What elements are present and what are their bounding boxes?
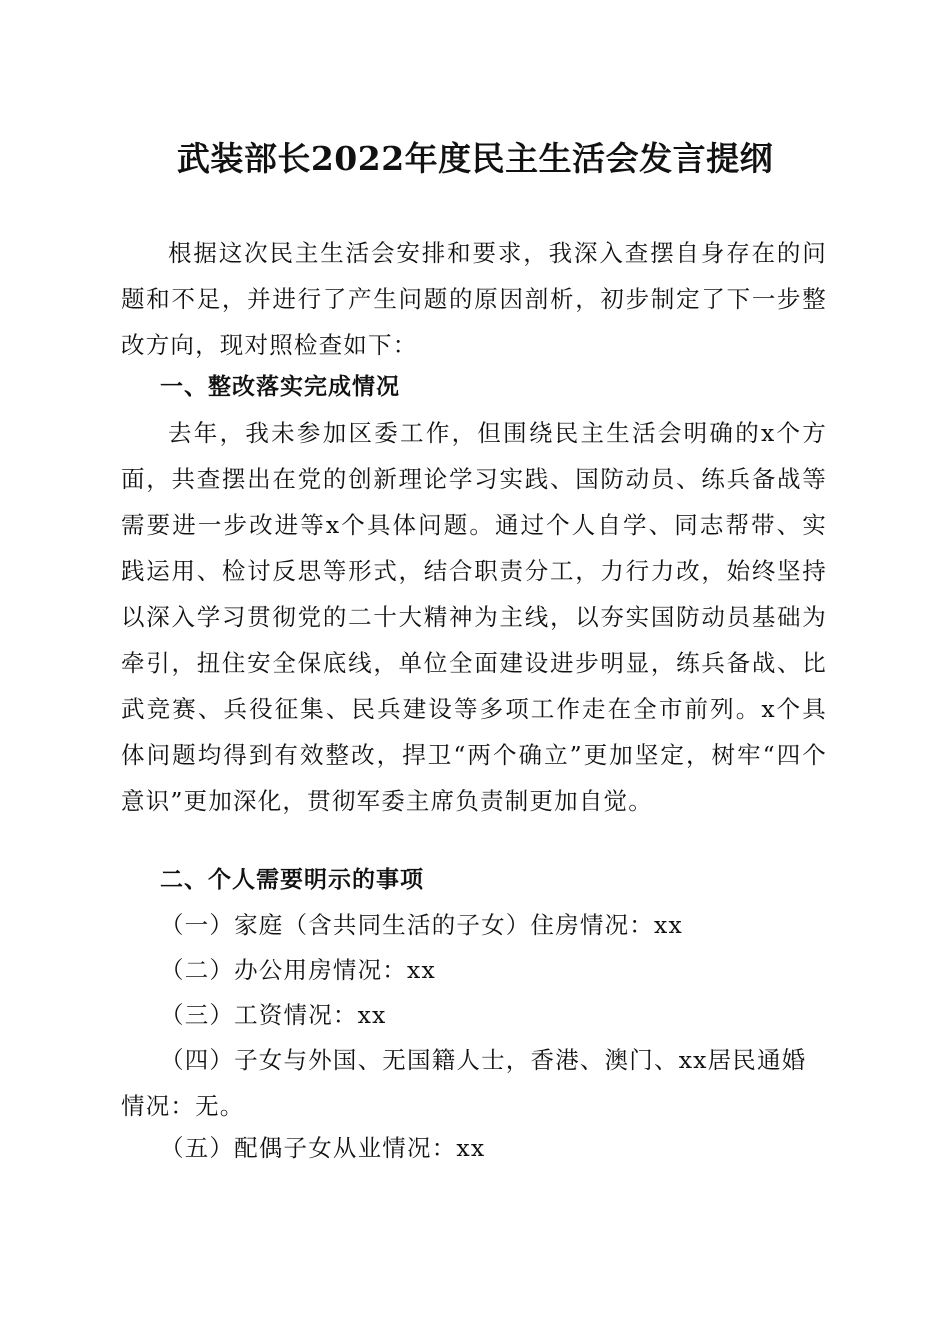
disclosure-item-salary: （三）工资情况：xx xyxy=(160,1001,387,1029)
section-1-paragraph: 去年，我未参加区委工作，但围绕民主生活会明确的x个方面，共查摆出在党的创新理论学习实践、国防动员、练兵备战等需要进一步改进等x个具体问题。通过个人自学、同志帮带、实践运用、检讨反思等形式，结合职责分工，力行力改，始终坚持以深入学习贯彻党的二十大精神为主线，以夯实国防动员基础为牵引，扭住安全保底线，单位全面建设进步明显，练兵备战、比武竞赛、兵役征集、民兵建设等多项工作走在全市前列。x个具体问题均得到有效整改，捍卫“两个确立”更加坚定，树牢“四个意识”更加深化，贯彻军委主席负责制更加自觉。 xyxy=(121,419,827,815)
disclosure-item-marriage: （四）子女与外国、无国籍人士，香港、澳门、xx居民通婚情况：无。 xyxy=(121,1046,807,1120)
disclosure-item-employment: （五）配偶子女从业情况：xx xyxy=(160,1134,486,1162)
section-1-heading: 一、整改落实完成情况 xyxy=(160,374,400,400)
disclosure-item-housing: （一）家庭（含共同生活的子女）住房情况：xx xyxy=(160,911,683,939)
section-2-heading: 二、个人需要明示的事项 xyxy=(160,867,424,893)
document-title: 武装部长2022年度民主生活会发言提纲 xyxy=(176,139,774,178)
disclosure-item-office: （二）办公用房情况：xx xyxy=(160,956,436,984)
intro-paragraph: 根据这次民主生活会安排和要求，我深入查摆自身存在的问题和不足，并进行了产生问题的原因剖析，初步制定了下一步整改方向，现对照检查如下： xyxy=(121,239,827,359)
